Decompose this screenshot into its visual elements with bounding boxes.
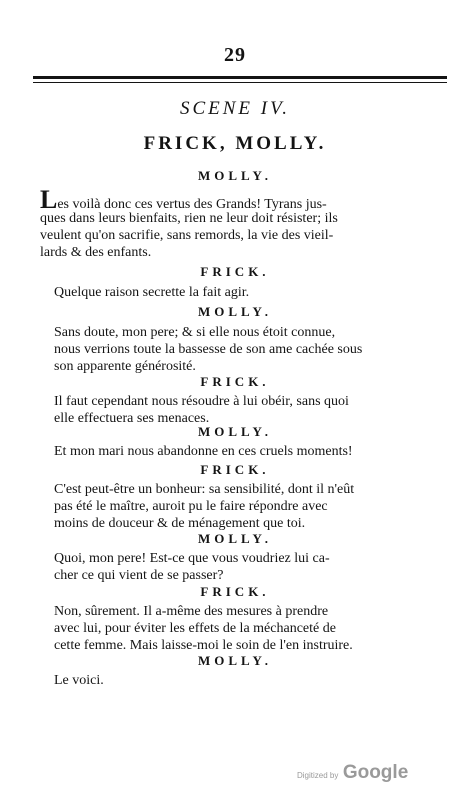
text-line: [40, 185, 432, 214]
text-line: Sans doute, mon pere; & si elle nous étoit connue,: [54, 325, 336, 340]
text-line: lards & des enfants.: [40, 245, 152, 260]
text-line: pas été le maître, auroit pu le faire répondre avec: [54, 499, 328, 514]
text-line: Et mon mari nous abandonne en ces cruels moments!: [54, 444, 353, 459]
speaker-molly: MOLLY.: [198, 168, 272, 183]
speaker-frick: FRICK.: [200, 584, 270, 599]
text-line: Quelque raison secrette la fait agir.: [54, 285, 250, 300]
scene-title: SCENE IV.: [179, 98, 291, 119]
text-line: nous verrions toute la bassesse de son ame cachée sous: [54, 342, 363, 357]
speaker-molly: MOLLY.: [198, 424, 272, 439]
text-line: son apparente générosité.: [54, 359, 196, 374]
text-line: Quoi, mon pere! Est-ce que vous voudriez lui ca-: [54, 551, 330, 566]
page-number: 29: [224, 44, 246, 66]
text-line: cette femme. Mais laisse-moi le soin de l'en instruire.: [54, 638, 353, 653]
speaker-frick: FRICK.: [200, 264, 270, 279]
text-line: Le voici.: [54, 673, 104, 688]
speaker-molly: MOLLY.: [198, 653, 272, 668]
speaker-frick: FRICK.: [200, 462, 270, 477]
text-line: Non, sûrement. Il a-même des mesures à prendre: [54, 604, 329, 619]
text-line-content: es voilà donc ces vertus des Grands! Tyrans jus-: [57, 197, 327, 212]
text-line: C'est peut-être un bonheur: sa sensibilité, dont il n'eût: [54, 482, 355, 497]
text-line: avec lui, pour éviter les effets de la méchanceté de: [54, 621, 336, 636]
speaker-frick: FRICK.: [200, 374, 270, 389]
text-line: ques dans leurs bienfaits, rien ne leur doit résister; ils: [40, 211, 338, 226]
text-line: veulent qu'on sacrifie, sans remords, la vie des vieil-: [40, 228, 334, 243]
text-line: moins de douceur & de ménagement que toi.: [54, 516, 306, 531]
watermark-prefix: Digitized by: [297, 771, 339, 780]
speaker-molly: MOLLY.: [198, 304, 272, 319]
digitized-watermark: [297, 762, 457, 784]
drop-cap: L: [40, 185, 58, 214]
header-rule: [33, 76, 447, 79]
text-line: cher ce qui vient de se passer?: [54, 568, 224, 583]
watermark-brand: Google: [342, 762, 409, 783]
speaker-molly: MOLLY.: [198, 531, 272, 546]
text-line: Il faut cependant nous résoudre à lui obéir, sans quoi: [54, 394, 349, 409]
text-line: elle effectuera ses menaces.: [54, 411, 210, 426]
scene-characters: FRICK, MOLLY.: [143, 133, 327, 154]
